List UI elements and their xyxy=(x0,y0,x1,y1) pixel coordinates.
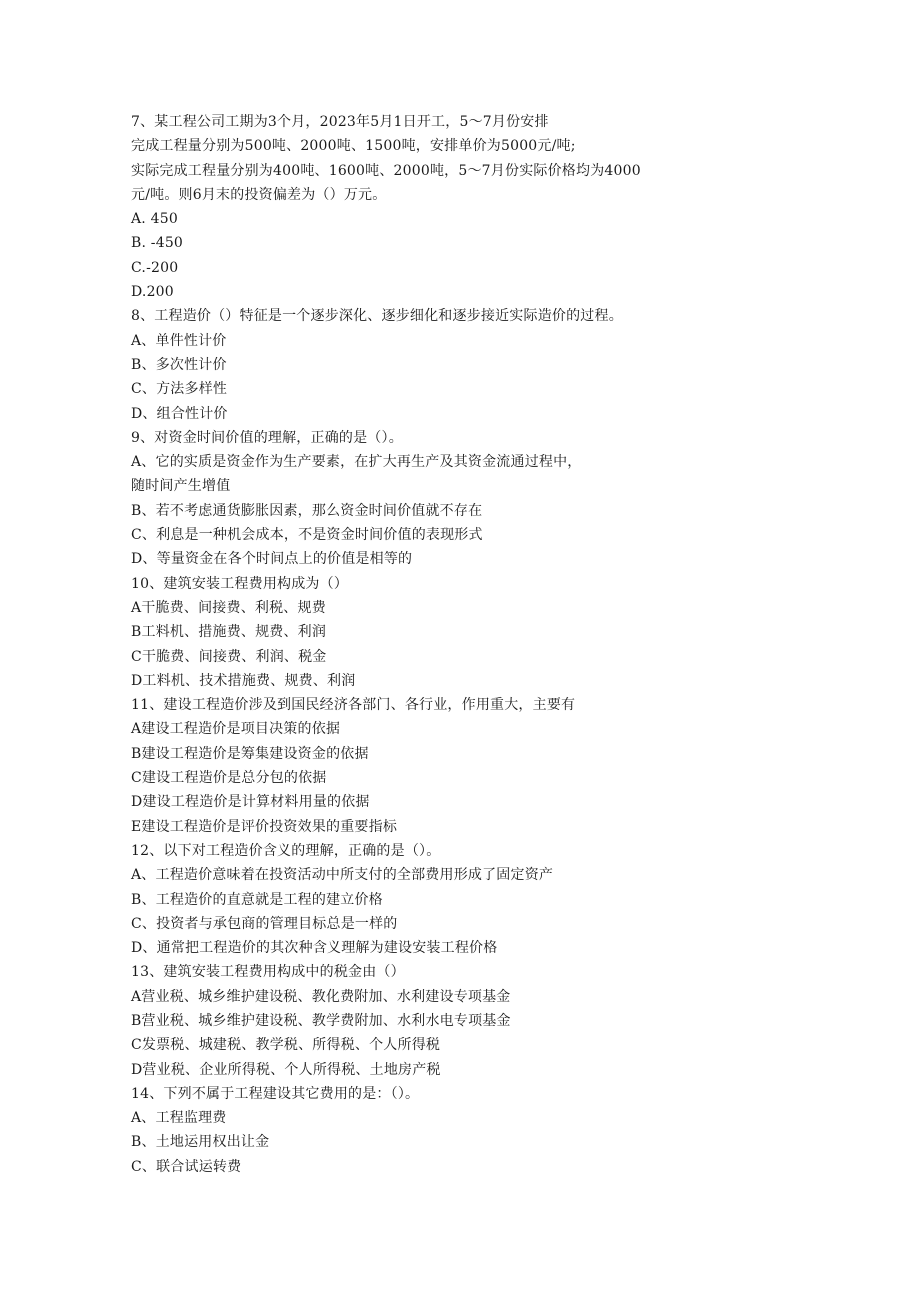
question-10-text: 10、建筑安装工程费用构成为（） xyxy=(131,575,349,592)
question-7-text-line-1: 7、某工程公司工期为3个月，2023年5月1日开工，5～7月份安排 xyxy=(131,114,549,130)
question-11-option-b: B建设工程造价是筹集建设资金的依据 xyxy=(131,745,369,762)
question-9-option-a-line-1: A、它的实质是资金作为生产要素，在扩大再生产及其资金流通过程中， xyxy=(131,454,582,471)
question-8-text: 8、工程造价（）特征是一个逐步深化、逐步细化和逐步接近实际造价的过程。 xyxy=(131,308,623,325)
question-13-text: 13、建筑安装工程费用构成中的税金由（） xyxy=(131,964,405,981)
question-11-option-e: E建设工程造价是评价投资效果的重要指标 xyxy=(131,818,398,835)
question-8-option-d: D、组合性计价 xyxy=(131,405,228,422)
question-12-text: 12、以下对工程造价含义的理解，正确的是（）。 xyxy=(131,842,441,859)
question-9-option-b: B、若不考虑通货膨胀因素，那么资金时间价值就不存在 xyxy=(131,502,483,519)
question-10-option-d: D工料机、技术措施费、规费、利润 xyxy=(131,672,356,689)
document-body xyxy=(131,110,751,1179)
question-14-option-a: A、工程监理费 xyxy=(131,1110,227,1127)
question-13-option-c: C发票税、城建税、教学税、所得税、个人所得税 xyxy=(131,1037,441,1054)
question-9-text: 9、对资金时间价值的理解，正确的是（）。 xyxy=(131,429,403,446)
question-7-text-line-2: 完成工程量分别为500吨、2000吨、1500吨，安排单价为5000元/吨; xyxy=(131,138,576,155)
question-9-option-a-line-2: 随时间产生增值 xyxy=(131,478,231,495)
question-12-option-d: D、通常把工程造价的其次种含义理解为建设安装工程价格 xyxy=(131,940,498,957)
question-11-option-a: A建设工程造价是项目决策的依据 xyxy=(131,721,341,738)
question-11-option-c: C建设工程造价是总分包的依据 xyxy=(131,770,327,787)
question-14-text: 14、下列不属于工程建设其它费用的是：（）。 xyxy=(131,1085,420,1102)
question-8-option-a: A、单件性计价 xyxy=(131,332,227,349)
question-11-option-d: D建设工程造价是计算材料用量的依据 xyxy=(131,794,370,811)
question-13-option-d: D营业税、企业所得税、个人所得税、土地房产税 xyxy=(131,1061,441,1078)
question-11-text: 11、建设工程造价涉及到国民经济各部门、各行业，作用重大，主要有 xyxy=(131,697,576,714)
question-12-option-a: A、工程造价意味着在投资活动中所支付的全部费用形成了固定资产 xyxy=(131,867,554,884)
question-10-option-c: C干脆费、间接费、利润、税金 xyxy=(131,648,327,665)
question-7-option-c: C.-200 xyxy=(131,259,179,276)
question-10-option-b: B工料机、措施费、规费、利润 xyxy=(131,624,327,641)
question-12-option-c: C、投资者与承包商的管理目标总是一样的 xyxy=(131,915,398,932)
question-13-option-a: A营业税、城乡维护建设税、教化费附加、水利建设专项基金 xyxy=(131,988,511,1005)
question-9-option-c: C、利息是一种机会成本，不是资金时间价值的表现形式 xyxy=(131,527,483,544)
question-8-option-c: C、方法多样性 xyxy=(131,381,228,398)
question-12-option-b: B、工程造价的直意就是工程的建立价格 xyxy=(131,891,383,908)
question-7-option-a: A. 450 xyxy=(131,211,178,228)
question-7-text-line-3: 实际完成工程量分别为400吨、1600吨、2000吨，5～7月份实际价格均为4000 xyxy=(131,162,641,179)
question-13-option-b: B营业税、城乡维护建设税、教学费附加、水利水电专项基金 xyxy=(131,1012,511,1029)
question-7-text-line-4: 元/吨。则6月末的投资偏差为（）万元。 xyxy=(131,186,387,203)
question-7-option-b: B. -450 xyxy=(131,235,184,252)
question-7-option-d: D.200 xyxy=(131,284,174,301)
question-9-option-d: D、等量资金在各个时间点上的价值是相等的 xyxy=(131,551,413,568)
question-8-option-b: B、多次性计价 xyxy=(131,356,227,373)
question-10-option-a: A干脆费、间接费、利税、规费 xyxy=(131,599,326,616)
question-14-option-c: C、联合试运转费 xyxy=(131,1158,242,1175)
question-14-option-b: B、土地运用权出让金 xyxy=(131,1134,270,1151)
